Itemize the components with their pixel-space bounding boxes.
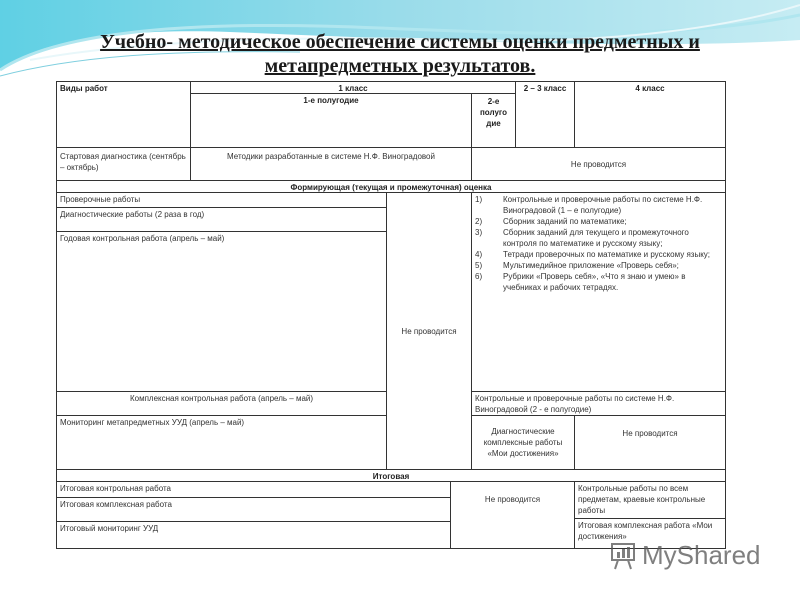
row-final-monitoring: Итоговый мониторинг УУД: [56, 521, 451, 549]
row-start-diagnostics-grade1: Методики разработанные в системе Н.Ф. Виноградовой: [190, 147, 472, 181]
list-item: 6) Рубрики «Проверь себя», «Что я знаю и умею» в учебниках и рабочих тетрадях.: [475, 272, 686, 292]
row-start-diagnostics-rest: Не проводится: [471, 147, 726, 181]
row-check-works: Проверочные работы: [56, 192, 387, 208]
row-annual-control: Годовая контрольная работа (апрель – май): [56, 231, 387, 392]
page-title: Учебно- методическое обеспечение системы оценки предметных и метапредметных результатов.: [100, 31, 700, 77]
header-grade4: 4 класс: [574, 81, 726, 148]
list-item: 1) Контрольные и проверочные работы по системе Н.Ф. Виноградовой (1 – е полугодие): [475, 195, 703, 215]
formative-half2-value: Не проводится: [386, 192, 472, 470]
header-grade23: 2 – 3 класс: [515, 81, 575, 148]
formative-resources-list: [471, 192, 726, 392]
final-grade4-complex: Итоговая комплексная работа «Мои достижения»: [574, 518, 726, 549]
section-formative: Формирующая (текущая и промежуточная) оценка: [56, 180, 726, 193]
header-grade1-half2: 2-е полуго дие: [471, 93, 516, 148]
row-start-diagnostics-label: Стартовая диагностика (сентябрь – октябрь): [56, 147, 191, 181]
row-final-control: Итоговая контрольная работа: [56, 481, 451, 498]
row-final-complex: Итоговая комплексная работа: [56, 497, 451, 522]
row-diagnostic-works: Диагностические работы (2 раза в год): [56, 207, 387, 232]
section-final: Итоговая: [56, 469, 726, 482]
list-item: 4) Тетради проверочных по математике и русскому языку;: [475, 250, 711, 259]
header-grade1-half1: 1-е полугодие: [190, 93, 472, 148]
list-item: 3) Сборник заданий для текущего и промежуточного контроля по математике и русскому языку;: [475, 228, 689, 248]
list-item: 2) Сборник заданий по математике;: [475, 217, 627, 226]
row-complex-control: Комплексная контрольная работа (апрель – май): [56, 391, 387, 416]
assessment-table: [56, 81, 726, 549]
list-item: 5) Мультимедийное приложение «Проверь себя»;: [475, 261, 679, 270]
header-work-types: Виды работ: [56, 81, 191, 148]
row-monitoring-uud: Мониторинг метапредметных УУД (апрель – май): [56, 415, 387, 470]
formative-monitoring-grade4: Не проводится: [574, 415, 726, 470]
presentation-board-icon: [610, 542, 636, 570]
header-grade1: 1 класс: [190, 81, 516, 94]
final-middle-value: Не проводится: [450, 481, 575, 549]
formative-monitoring-grade23: Диагностические комплексные работы «Мои достижения»: [471, 415, 575, 470]
watermark: MyShared: [610, 540, 761, 571]
formative-complex-value: Контрольные и проверочные работы по системе Н.Ф. Виноградовой (2 - е полугодие): [471, 391, 726, 416]
final-grade4-control: Контрольные работы по всем предметам, краевые контрольные работы: [574, 481, 726, 519]
